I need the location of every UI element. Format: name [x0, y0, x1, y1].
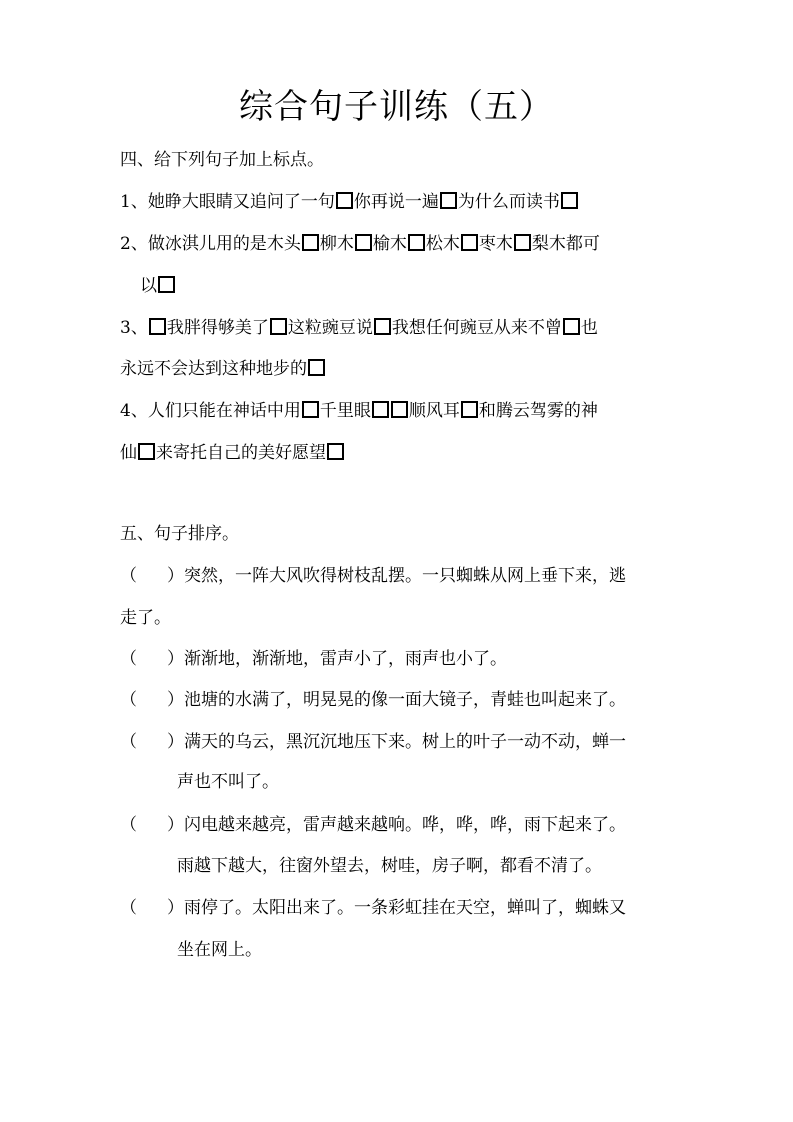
- q1-text-1: 她睁大眼睛又追问了一句: [147, 192, 335, 212]
- q2-text-3: 榆木: [372, 234, 407, 254]
- q2-line-1: [120, 230, 600, 258]
- q3-text-1: 我胖得够美了: [166, 318, 269, 338]
- sort-item-text: 雨停了。太阳出来了。一条彩虹挂在天空，蝉叫了，蜘蛛又: [184, 898, 626, 918]
- punctuation-blank-box[interactable]: [408, 234, 425, 251]
- punctuation-blank-box[interactable]: [327, 443, 344, 460]
- punctuation-blank-box[interactable]: [149, 318, 166, 335]
- sort-item-5: [120, 811, 626, 839]
- punctuation-blank-box[interactable]: [461, 401, 478, 418]
- q4-text-4: 和腾云驾雾的神: [478, 401, 598, 421]
- punctuation-blank-box[interactable]: [461, 234, 478, 251]
- section5-heading: 五、句子排序。: [120, 524, 239, 544]
- punctuation-blank-box[interactable]: [440, 192, 457, 209]
- q2-text-7: 以: [140, 276, 157, 296]
- punctuation-blank-box[interactable]: [270, 318, 287, 335]
- q2-line-2: [140, 272, 176, 300]
- sort-item-4: [120, 728, 626, 756]
- q3-text-5: 永远不会达到这种地步的: [120, 359, 307, 379]
- order-paren-left: （: [120, 815, 137, 835]
- sort-item-text: 突然，一阵大风吹得树枝乱摆。一只蜘蛛从网上垂下来，逃: [184, 566, 626, 586]
- punctuation-blank-box[interactable]: [355, 234, 372, 251]
- q1-number: 1、: [120, 192, 148, 212]
- q1-text-2: 你再说一遍: [353, 192, 439, 212]
- q3-line-1: [120, 314, 598, 342]
- q2-number: 2、: [120, 234, 148, 254]
- q2-text-1: 做冰淇儿用的是木头: [147, 234, 301, 254]
- order-paren-left: （: [120, 732, 137, 752]
- punctuation-blank-box[interactable]: [336, 192, 353, 209]
- punctuation-blank-box[interactable]: [391, 401, 408, 418]
- sort-item-5-cont: 雨越下越大，往窗外望去，树哇，房子啊，都看不清了。: [177, 856, 602, 876]
- sort-item-text: 池塘的水满了，明晃晃的像一面大镜子，青蛙也叫起来了。: [184, 690, 626, 710]
- order-paren-left: （: [120, 690, 137, 710]
- punctuation-blank-box[interactable]: [372, 401, 389, 418]
- q4-text-2: 千里眼: [319, 401, 371, 421]
- q3-number: 3、: [120, 318, 148, 338]
- q2-text-2: 柳木: [319, 234, 354, 254]
- q1-line: [120, 188, 579, 216]
- q4-line-1: [120, 397, 598, 425]
- q4-text-1: 人们只能在神话中用: [147, 401, 301, 421]
- q3-text-2: 这粒豌豆说: [287, 318, 373, 338]
- q3-text-3: 我想任何豌豆从来不曾: [391, 318, 562, 338]
- punctuation-blank-box[interactable]: [561, 192, 578, 209]
- page-title: 综合句子训练（五）: [239, 87, 554, 127]
- q4-line-2: [120, 439, 345, 467]
- sort-item-2: [120, 645, 507, 673]
- sort-item-6: [120, 894, 626, 922]
- order-paren-left: （: [120, 898, 137, 918]
- punctuation-blank-box[interactable]: [514, 234, 531, 251]
- order-paren-right: ）: [167, 815, 184, 835]
- q4-text-6: 来寄托自己的美好愿望: [156, 443, 326, 463]
- order-paren-right: ）: [167, 566, 184, 586]
- punctuation-blank-box[interactable]: [374, 318, 391, 335]
- q3-line-2: [120, 355, 326, 383]
- sort-item-1: [120, 562, 626, 590]
- sort-item-1-cont: 走了。: [120, 608, 171, 628]
- punctuation-blank-box[interactable]: [138, 443, 155, 460]
- q4-text-5: 仙: [120, 443, 137, 463]
- order-paren-right: ）: [167, 898, 184, 918]
- sort-item-3: [120, 686, 626, 714]
- q1-text-3: 为什么而读书: [457, 192, 560, 212]
- punctuation-blank-box[interactable]: [302, 234, 319, 251]
- q3-text-4: 也: [580, 318, 598, 338]
- sort-item-text: 渐渐地，渐渐地，雷声小了，雨声也小了。: [184, 649, 507, 669]
- punctuation-blank-box[interactable]: [308, 359, 325, 376]
- punctuation-blank-box[interactable]: [302, 401, 319, 418]
- section4-heading: 四、给下列句子加上标点。: [120, 150, 324, 170]
- sort-item-4-cont: 声也不叫了。: [177, 772, 279, 792]
- q2-text-4: 松木: [425, 234, 460, 254]
- order-paren-right: ）: [167, 649, 184, 669]
- sort-item-text: 满天的乌云，黑沉沉地压下来。树上的叶子一动不动，蝉一: [184, 732, 626, 752]
- sort-item-text: 闪电越来越亮，雷声越来越响。哗，哗，哗，雨下起来了。: [184, 815, 626, 835]
- order-paren-left: （: [120, 566, 137, 586]
- sort-item-6-cont: 坐在网上。: [177, 940, 262, 960]
- punctuation-blank-box[interactable]: [563, 318, 580, 335]
- order-paren-right: ）: [167, 732, 184, 752]
- q4-text-3: 顺风耳: [408, 401, 460, 421]
- q4-number: 4、: [120, 401, 148, 421]
- order-paren-right: ）: [167, 690, 184, 710]
- punctuation-blank-box[interactable]: [158, 276, 175, 293]
- order-paren-left: （: [120, 649, 137, 669]
- q2-text-5: 枣木: [478, 234, 513, 254]
- q2-text-6: 梨木都可: [531, 234, 600, 254]
